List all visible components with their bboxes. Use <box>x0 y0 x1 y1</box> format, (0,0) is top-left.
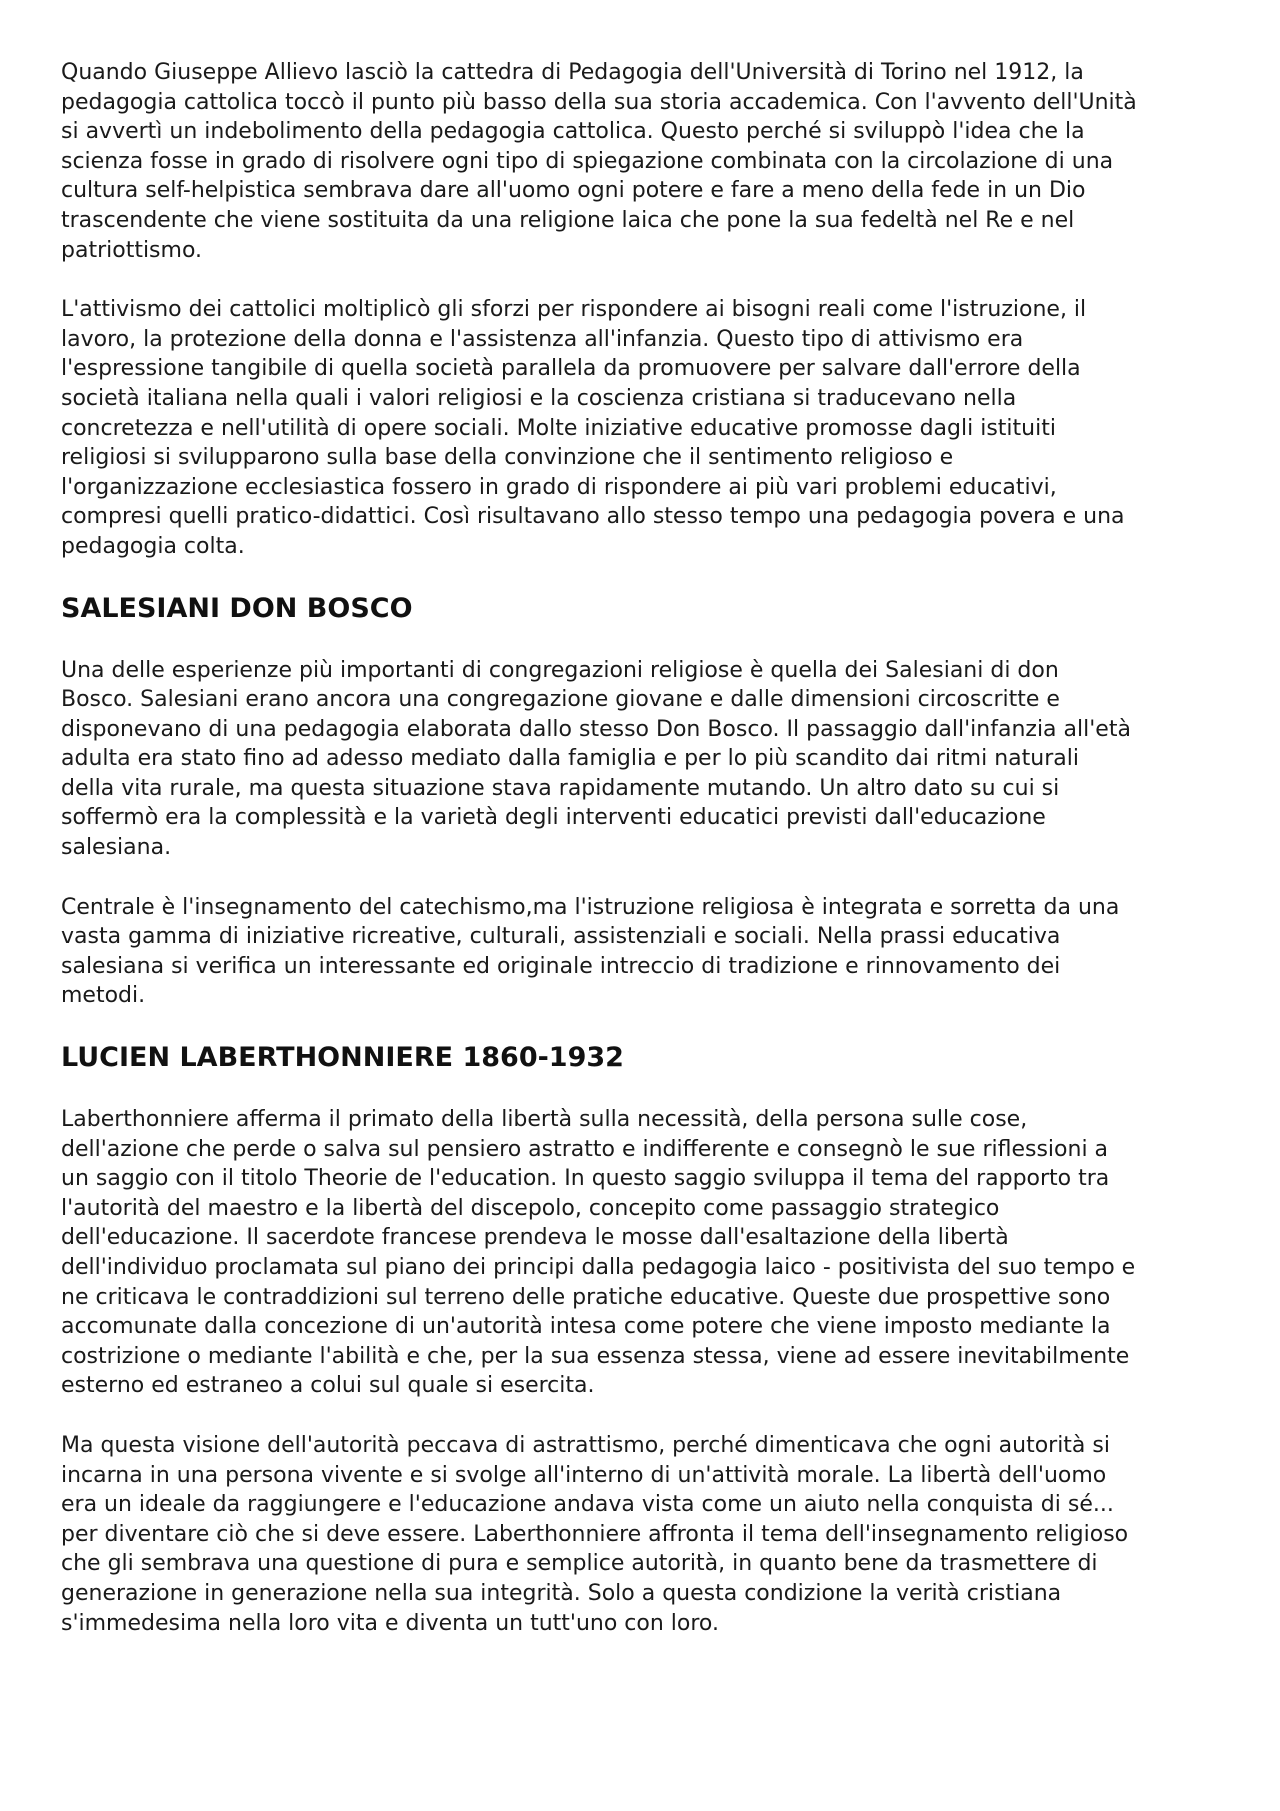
document-page <box>61 58 1233 1638</box>
section-gap <box>61 626 1233 656</box>
paragraph-intro-2: L'attivismo dei cattolici moltiplicò gli sforzi per rispondere ai bisogni reali come l'istruzione, il lavoro, la protezione della donna e l'assistenza all'infanzia. Questo tipo di attivismo era l'espressione tangibile di quella società parallela da promuovere per salvare dall'errore della società italiana nella quali i valori religiosi e la coscienza cristiana si traducevano nella concretezza e nell'utilità di opere sociali. Molte iniziative educative promosse dagli istituiti religiosi si svilupparono sulla base della convinzione che il sentimento religioso e l'organizzazione ecclesiastica fossero in grado di rispondere ai più vari problemi educativi, compresi quelli pratico-didattici. Così risultavano allo stesso tempo una pedagogia povera e una pedagogia colta. <box>61 297 1125 559</box>
paragraph-intro-1: Quando Giuseppe Allievo lasciò la cattedra di Pedagogia dell'Università di Torino nel 1912, la pedagogia cattolica toccò il punto più basso della sua storia accademica. Con l'avvento dell'Unità si avvertì un indebolimento della pedagogia cattolica. Questo perché si sviluppò l'idea che la scienza fosse in grado di risolvere ogni tipo di spiegazione combinata con la circolazione di una cultura self-helpistica sembrava dare all'uomo ogni potere e fare a meno della fede in un Dio trascendente che viene sostituita da una religione laica che pone la sua fedeltà nel Re e nel patriottismo. <box>61 60 1137 263</box>
paragraph-laberthonniere-1: Laberthonniere afferma il primato della libertà sulla necessità, della persona sulle cose, dell'azione che perde o salva sul pensiero astratto e indifferente e consegnò le sue riflessioni a un saggio con il titolo Theorie de l'education. In questo saggio sviluppa il tema del rapporto tra l'autorità del maestro e la libertà del discepolo, concepito come passaggio strategico dell'educazione. Il sacerdote francese prendeva le mosse dall'esaltazione della libertà dell'individuo proclamata sul piano dei principi dalla pedagogia laico - positivista del suo tempo e ne criticava le contraddizioni sul terreno delle pratiche educative. Queste due prospettive sono accomunate dalla concezione di un'autorità intesa come potere che viene imposto mediante la costrizione o mediante l'abilità e che, per la sua essenza stessa, viene ad essere inevitabilmente esterno ed estraneo a colui sul quale si esercita. <box>61 1107 1136 1399</box>
paragraph-gap <box>61 1401 1233 1431</box>
paragraph-laberthonniere-2: Ma questa visione dell'autorità peccava di astrattismo, perché dimenticava che ogni autorità si incarna in una persona vivente e si svolge all'interno di un'attività morale. La libertà dell'uomo era un ideale da raggiungere e l'educazione andava vista come un aiuto nella conquista di sé... per diventare ciò che si deve essere. Laberthonniere affronta il tema dell'insegnamento religioso che gli sembrava una questione di pura e semplice autorità, in quanto bene da trasmettere di generazione in generazione nella sua integrità. Solo a questa condizione la verità cristiana s'immedesima nella loro vita e diventa un tutt'uno con loro. <box>61 1432 1129 1636</box>
paragraph-salesiani-2: Centrale è l'insegnamento del catechismo,ma l'istruzione religiosa è integrata e sorretta da una vasta gamma di iniziative ricreative, culturali, assistenziali e sociali. Nella prassi educativa salesiana si verifica un interessante ed originale intreccio di tradizione e rinnovamento dei metodi. <box>61 894 1120 1009</box>
heading-laberthonniere: LUCIEN LABERTHONNIERE 1860-1932 <box>61 1042 624 1074</box>
section-gap <box>61 562 1233 592</box>
section-gap <box>61 1011 1233 1041</box>
section-gap <box>61 1075 1233 1105</box>
paragraph-salesiani-1: Una delle esperienze più importanti di congregazioni religiose è quella dei Salesiani di don Bosco. Salesiani erano ancora una congregazione giovane e dalle dimensioni circoscritte e disponevano di una pedagogia elaborata dallo stesso Don Bosco. Il passaggio dall'infanzia all'età adulta era stato fino ad adesso mediato dalla famiglia e per lo più scandito dai ritmi naturali della vita rurale, ma questa situazione stava rapidamente mutando. Un altro dato su cui si soffermò era la complessità e la varietà degli interventi educatici previsti dall'educazione salesiana. <box>61 657 1131 861</box>
paragraph-gap <box>61 863 1233 893</box>
paragraph-gap <box>61 265 1233 295</box>
heading-salesiani: SALESIANI DON BOSCO <box>61 592 413 624</box>
